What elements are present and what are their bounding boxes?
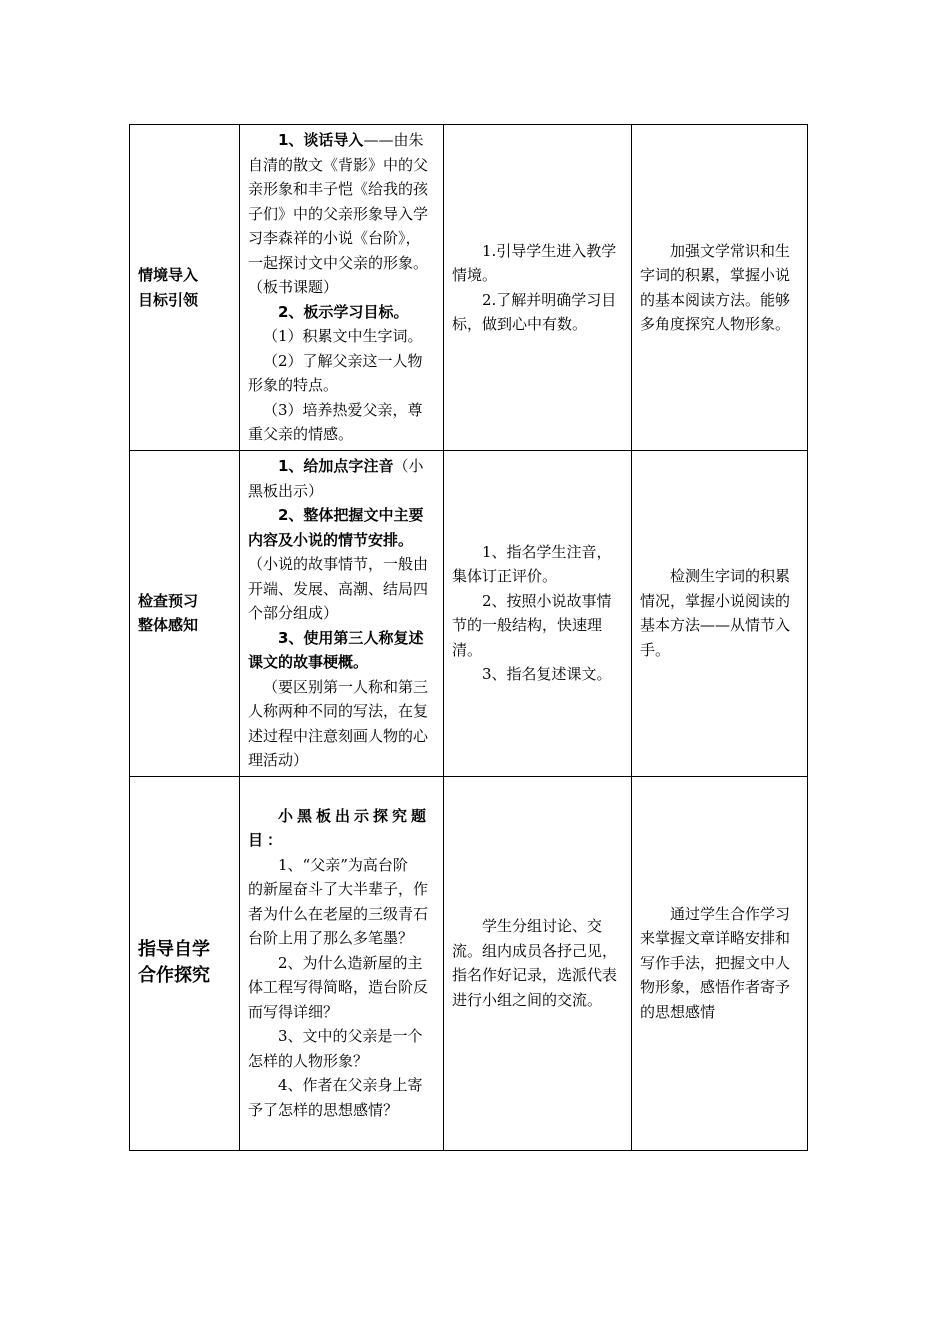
content-cell xyxy=(240,451,444,777)
activity-cell xyxy=(444,125,632,451)
activity-item: 学生分组讨论、交流。组内成员各抒己见，指名作好记录，选派代表进行小组之间的交流。 xyxy=(452,917,618,1009)
activity-item: 2、按照小说故事情节的一般结构，快速理清。 xyxy=(452,591,612,659)
heading-text: 2、板示学习目标。 xyxy=(278,302,409,321)
goal-item: （2）了解父亲这一人物形象的特点。 xyxy=(248,351,423,395)
activity-cell xyxy=(444,451,632,777)
intent-cell xyxy=(632,451,808,777)
heading-text: 2、整体把握文中主要内容及小说的情节安排。 xyxy=(248,506,424,549)
lesson-plan-table xyxy=(129,124,808,1151)
stage-cell xyxy=(130,776,240,1150)
activity-item: 1.引导学生进入教学情境。 xyxy=(452,241,617,284)
heading-text: 1、谈话导入 xyxy=(278,131,364,150)
intent-cell xyxy=(632,125,808,451)
heading-text: 3、使用第三人称复述课文的故事梗概。 xyxy=(248,628,424,671)
question-item: 2、为什么造新屋的主体工程写得简略，造台阶反而写得详细？ xyxy=(248,953,429,1021)
stage-label: 目标引领 xyxy=(138,290,199,309)
note-text: （要区别第一人称和第三人称两种不同的写法，在复述过程中注意刻画人物的心理活动） xyxy=(248,677,429,769)
content-paragraph xyxy=(248,454,435,503)
table-row xyxy=(130,776,808,1150)
goal-item: （1）积累文中生字词。 xyxy=(263,327,423,346)
body-text: （小黑板出示） xyxy=(248,457,424,500)
question-item: 的新屋奋斗了大半辈子，作者为什么在老屋的三级青石台阶上用了那么多笔墨？ xyxy=(248,880,429,948)
stage-label: 检查预习 xyxy=(138,591,199,610)
heading-text: 小黑板出示探究题目： xyxy=(248,806,431,850)
stage-label: 指导自学 xyxy=(138,939,210,960)
content-cell xyxy=(240,776,444,1150)
question-item: 1、“父亲”为高台阶 xyxy=(278,855,408,874)
note-text: （小说的故事情节，一般由开端、发展、高潮、结局四个部分组成） xyxy=(248,555,429,622)
intent-text: 通过学生合作学习来掌握文章详略安排和写作手法，把握文中人物形象，感悟作者寄予的思想感情 xyxy=(640,904,791,1021)
stage-label: 合作探究 xyxy=(138,965,210,986)
goal-item: （3）培养热爱父亲，尊重父亲的情感。 xyxy=(248,400,423,444)
heading-text: 1、给加点字注音 xyxy=(278,457,394,475)
intent-cell xyxy=(632,776,808,1150)
activity-cell xyxy=(444,776,632,1150)
intent-text: 检测生字词的积累情况，掌握小说阅读的基本方法——从情节入手。 xyxy=(640,567,791,659)
stage-cell xyxy=(130,451,240,777)
table-row xyxy=(130,125,808,451)
stage-label: 情境导入 xyxy=(138,266,199,284)
activity-item: 1、指名学生注音，集体订正评价。 xyxy=(452,542,612,586)
question-item: 4、作者在父亲身上寄予了怎样的思想感情？ xyxy=(248,1076,423,1119)
activity-item: 2.了解并明确学习目标，做到心中有数。 xyxy=(452,290,617,333)
content-cell xyxy=(240,125,444,451)
stage-cell xyxy=(130,125,240,451)
intent-text: 加强文学常识和生字词的积累，掌握小说的基本阅读方法。能够多角度探究人物形象。 xyxy=(640,241,791,333)
stage-label: 整体感知 xyxy=(138,616,199,635)
table-row xyxy=(130,451,808,777)
activity-item: 3、指名复述课文。 xyxy=(482,665,612,684)
body-text: ——由朱自清的散文《背影》中的父亲形象和丰子恺《给我的孩子们》中的父亲形象导入学习李森祥的小说《台阶》，一起探讨文中父亲的形象。（板书课题） xyxy=(248,131,429,297)
question-item: 3、文中的父亲是一个怎样的人物形象？ xyxy=(248,1027,423,1070)
content-paragraph xyxy=(248,128,435,300)
